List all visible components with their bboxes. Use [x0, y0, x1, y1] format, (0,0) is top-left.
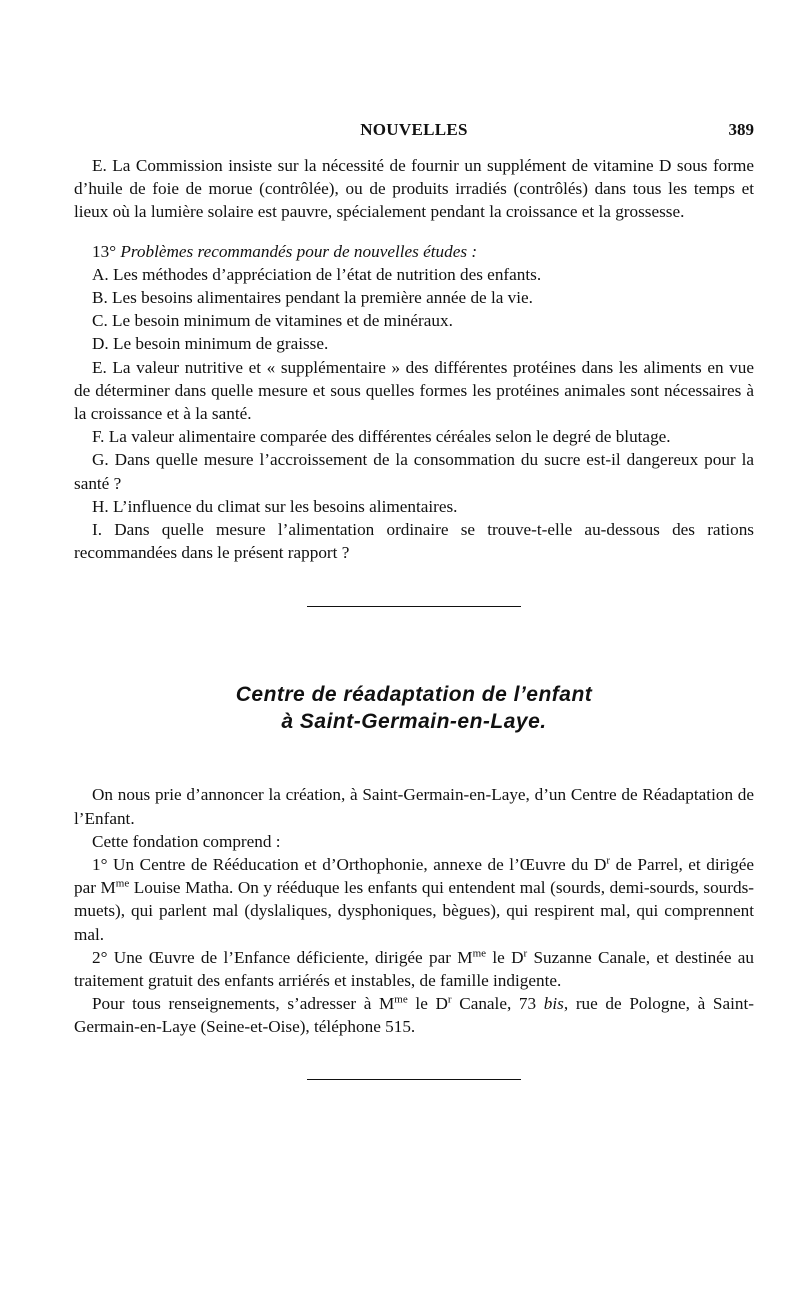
page-number: 389: [728, 120, 754, 139]
list-item: F. La valeur alimentaire comparée des différentes céréales selon le degré de blutage.: [92, 427, 671, 447]
problems-heading-text: Problèmes recommandés pour de nouvelles études :: [120, 241, 478, 261]
article-title: [74, 681, 754, 735]
running-head: [74, 120, 754, 154]
list-item: D. Le besoin minimum de graisse.: [92, 334, 329, 354]
problems-heading: [74, 240, 754, 263]
list-item: B. Les besoins alimentaires pendant la première année de la vie.: [92, 288, 533, 308]
list-item: A. Les méthodes d’appréciation de l’état de nutrition des enfants.: [92, 264, 542, 284]
end-divider: [307, 1079, 521, 1080]
paragraph-e-vitamin-d: E. La Commission insiste sur la nécessité de fournir un supplément de vitamine D sous forme d’huile de foie de morue (contrôlée), ou de produits irradiés (contrôlés) dans tous les temps et lieux où la lumière solaire est pauvre, spécialement pendant la croissance et la grossesse.: [74, 156, 754, 222]
article-title-line2: à Saint-Germain-en-Laye.: [281, 710, 547, 734]
article-intro: On nous prie d’annoncer la création, à Saint-Germain-en-Laye, d’un Centre de Réadaptation de l’Enfant.: [74, 785, 754, 828]
list-item: I. Dans quelle mesure l’alimentation ordinaire se trouve-t-elle au-dessous des rations recommandées dans le présent rapport ?: [74, 520, 754, 563]
running-title: NOUVELLES: [360, 120, 468, 139]
list-item: H. L’influence du climat sur les besoins alimentaires.: [92, 496, 458, 516]
list-item: C. Le besoin minimum de vitamines et de minéraux.: [92, 311, 453, 331]
article-comprises: Cette fondation comprend :: [92, 831, 281, 851]
article-item-1: 1° Un Centre de Rééducation et d’Orthophonie, annexe de l’Œuvre du $D^r$ de Parrel, et dirigée par $M^{me}$ Louise Matha. On y rééduque les enfants qui entendent mal (sourds, demi-sourds, sourds-muets), qui parlent mal (dyslaliques, dysphoniques, bègues), qui respirent mal, qui comprennent mal.: [74, 854, 754, 944]
article-contact: Pour tous renseignements, s’adresser à $M^{me}$ le $D^r$ Canale, 73 bis, rue de Pologne, à Saint-Germain-en-Laye (Seine-et-Oise), téléphone 515.: [74, 993, 754, 1037]
list-item: G. Dans quelle mesure l’accroissement de la consommation du sucre est-il dangereux pour la santé ?: [74, 450, 754, 493]
article-title-line1: Centre de réadaptation de l’enfant: [235, 683, 593, 707]
article-item-2: 2° Une Œuvre de l’Enfance déficiente, dirigée par $M^{me}$ le $D^r$ Suzanne Canale, et destinée au traitement gratuit des enfants arriérés et instables, de famille indigente.: [74, 947, 754, 991]
problems-number: 13°: [92, 241, 117, 261]
page: [74, 120, 754, 1080]
list-item: E. La valeur nutritive et « supplémentaire » des différentes protéines dans les aliments en vue de déterminer dans quelle mesure et sous quelles formes les protéines animales sont nécessaires à la croissance et à la santé.: [74, 357, 754, 424]
